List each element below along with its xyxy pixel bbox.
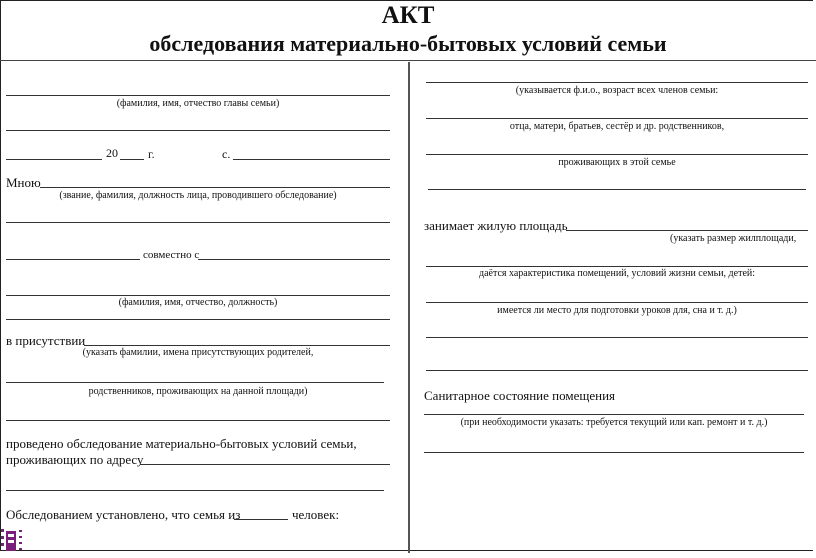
characteristic-line[interactable] — [426, 266, 808, 267]
in-presence-label: в присутствии — [6, 333, 86, 348]
presence-line[interactable] — [84, 345, 390, 346]
date-line[interactable] — [6, 159, 102, 160]
blank-line[interactable] — [6, 130, 390, 131]
family-line[interactable] — [426, 118, 808, 119]
blank-line[interactable] — [6, 490, 384, 491]
together-line-right[interactable] — [198, 259, 390, 260]
cap-repair: (при необходимости указать: требуется текущий или кап. ремонт и т. д.) — [460, 417, 768, 428]
blank-line[interactable] — [6, 222, 390, 223]
place-prefix: с. — [222, 147, 231, 161]
living-line[interactable] — [426, 154, 808, 155]
cap-members: (указывается ф.и.о., возраст всех членов семьи: — [515, 85, 719, 96]
person-line[interactable] — [6, 295, 390, 296]
members-line[interactable] — [426, 82, 808, 83]
established-suffix: человек: — [292, 507, 340, 522]
cap-family: отца, матери, братьев, сестёр и др. родственников, — [509, 121, 725, 132]
sanitary-label: Санитарное состояние помещения — [424, 388, 616, 403]
corner-stamp-icon — [0, 527, 30, 553]
cap-head-name: (фамилия, имя, отчество главы семьи) — [116, 98, 280, 109]
cap-homework: имеется ли место для подготовки уроков для, сна и т. д.) — [497, 305, 737, 316]
blank-line[interactable] — [428, 189, 806, 190]
cap-area: (указать размер жилплощади, — [670, 233, 797, 244]
members-count-line[interactable] — [234, 519, 288, 520]
cap-living: проживающих в этой семье — [558, 157, 676, 168]
together-line-left[interactable] — [6, 259, 140, 260]
blank-line[interactable] — [424, 452, 804, 453]
cap-inspector: (звание, фамилия, должность лица, проводившего обследование) — [59, 190, 337, 201]
sanitary-line[interactable] — [424, 414, 804, 415]
together-label: совместно с — [143, 249, 200, 261]
page-title: АКТ — [381, 2, 435, 29]
cap-person: (фамилия, имя, отчество, должность) — [118, 297, 278, 308]
relatives-line[interactable] — [6, 382, 384, 383]
by-me-label: Мною — [6, 175, 41, 190]
cap-relatives: родственников, проживающих на данной площади) — [88, 386, 308, 397]
cap-characteristic: даётся характеристика помещений, условий жизни семьи, детей: — [478, 268, 756, 279]
blank-line[interactable] — [426, 337, 808, 338]
homework-line[interactable] — [426, 302, 808, 303]
year-suffix: г. — [148, 147, 155, 161]
blank-line[interactable] — [6, 319, 390, 320]
occupies-label: занимает жилую площадь — [424, 218, 568, 233]
established-prefix: Обследованием установлено, что семья из — [6, 507, 241, 522]
address-line[interactable] — [140, 464, 390, 465]
year-value: 20 — [106, 146, 118, 160]
inspector-line[interactable] — [40, 187, 390, 188]
year-line[interactable] — [120, 159, 144, 160]
cap-parents: (указать фамилии, имена присутствующих родителей, — [82, 347, 314, 358]
blank-line[interactable] — [6, 420, 390, 421]
head-name-line[interactable] — [6, 95, 390, 96]
header — [0, 0, 816, 61]
survey-line2: проживающих по адресу — [6, 452, 144, 467]
column-divider — [408, 62, 410, 553]
area-line[interactable] — [566, 230, 808, 231]
blank-line[interactable] — [426, 370, 808, 371]
survey-line1: проведено обследование материально-бытовых условий семьи, — [6, 436, 357, 451]
page-subtitle: обследования материально-бытовых условий семьи — [149, 31, 667, 56]
place-line[interactable] — [233, 159, 390, 160]
